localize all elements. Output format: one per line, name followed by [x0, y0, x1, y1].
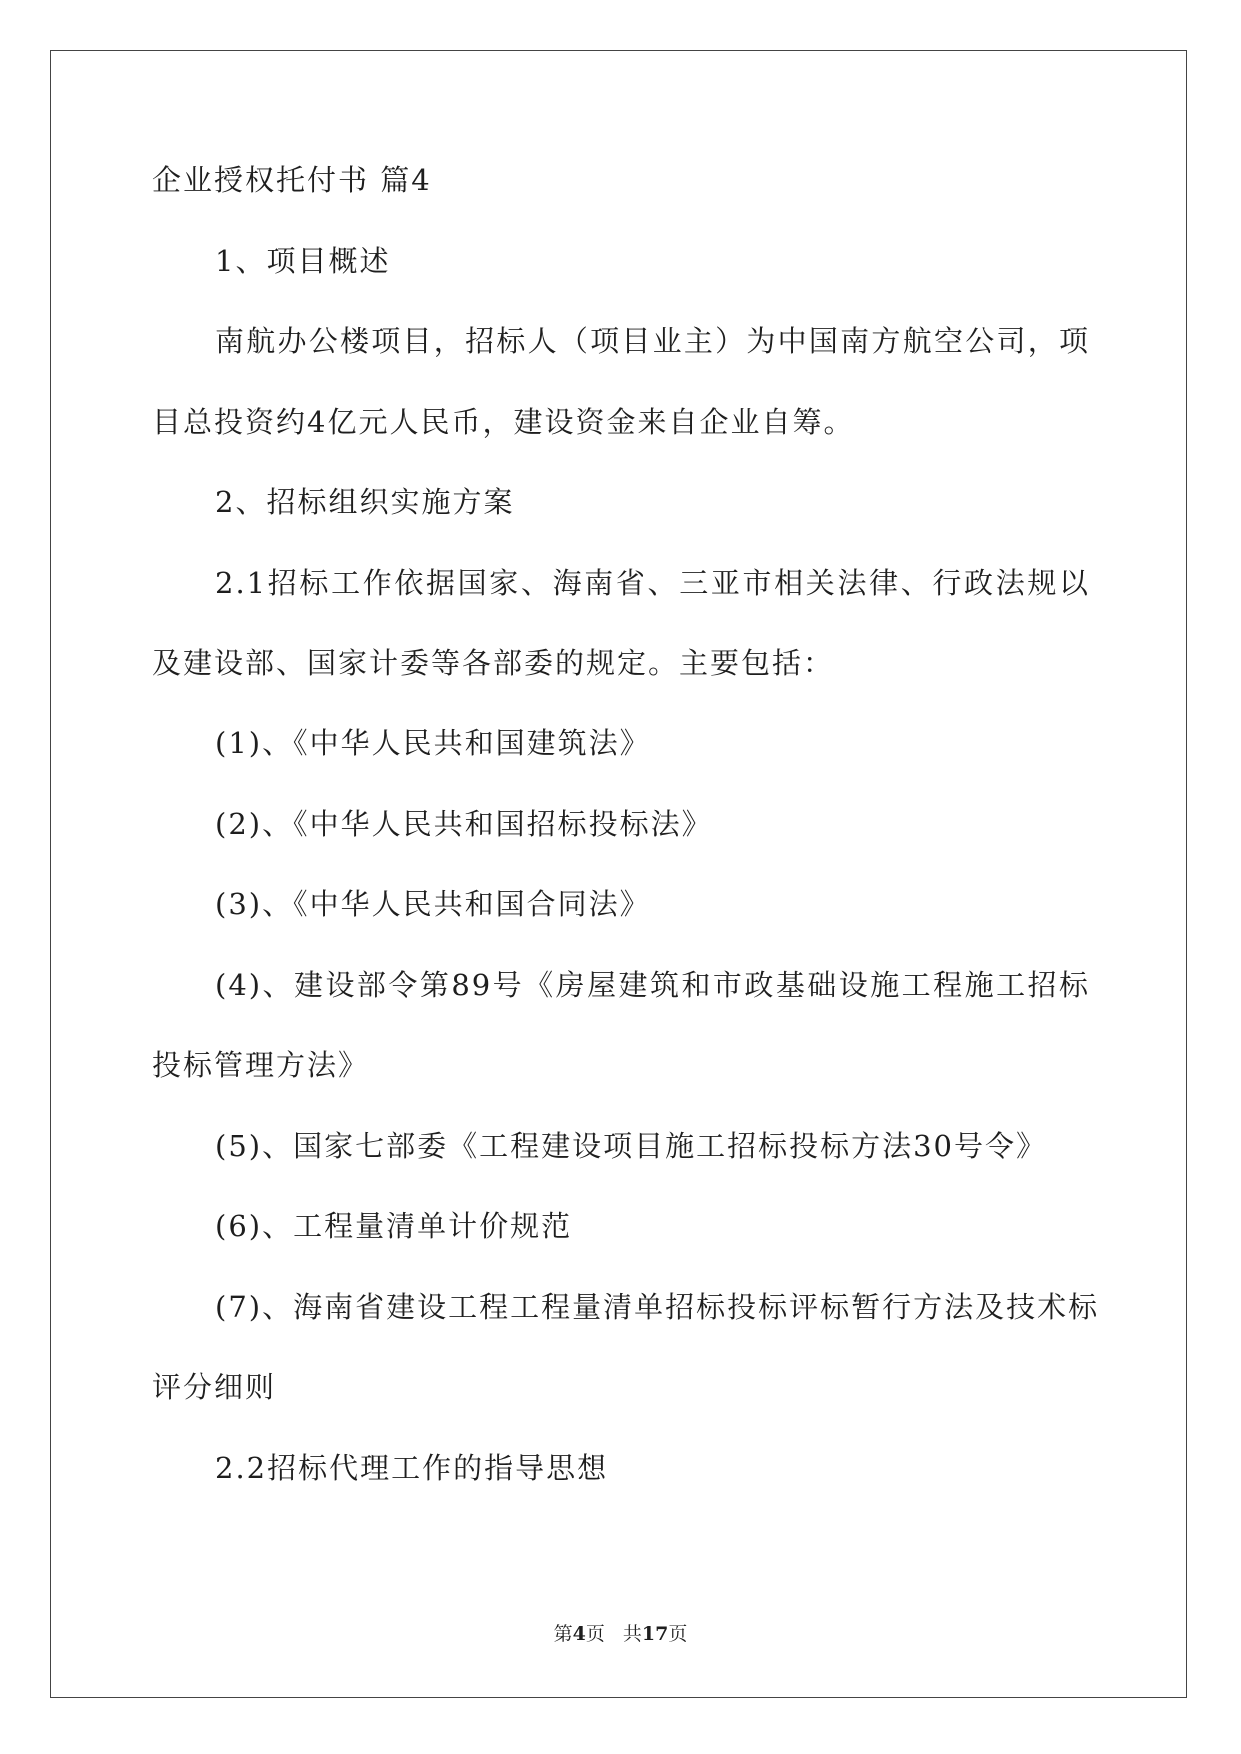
list-item: (1)、《中华人民共和国建筑法》: [215, 726, 651, 760]
paragraph-line: 南航办公楼项目，招标人（项目业主）为中国南方航空公司，项: [215, 324, 1090, 358]
footer-page-unit: 页: [585, 1623, 605, 1645]
heading-project-overview: 1、项目概述: [215, 244, 391, 278]
footer-total-unit: 页: [668, 1623, 688, 1645]
current-page-number: 4: [572, 1623, 586, 1645]
paragraph-line: 目总投资约4亿元人民币，建设资金来自企业自筹。: [152, 405, 855, 439]
list-item: (6)、工程量清单计价规范: [215, 1209, 573, 1243]
list-item-continuation: 投标管理方法》: [152, 1048, 370, 1082]
footer-prefix: 第: [553, 1623, 573, 1645]
total-pages-number: 17: [641, 1623, 669, 1645]
heading-bidding-plan: 2、招标组织实施方案: [215, 485, 515, 519]
list-item-continuation: 评分细则: [152, 1370, 277, 1404]
heading-guiding-principles: 2.2招标代理工作的指导思想: [215, 1451, 609, 1485]
list-item: (4)、建设部令第89号《房屋建筑和市政基础设施工程施工招标: [215, 968, 1090, 1002]
list-item: (7)、海南省建设工程工程量清单招标投标评标暂行方法及技术标: [215, 1290, 1100, 1324]
footer-total-prefix: 共: [622, 1623, 642, 1645]
section-title: 企业授权托付书 篇4: [152, 163, 432, 197]
list-item: (3)、《中华人民共和国合同法》: [215, 887, 651, 921]
list-item: (2)、《中华人民共和国招标投标法》: [215, 807, 713, 841]
paragraph-line: 及建设部、国家计委等各部委的规定。主要包括：: [152, 646, 835, 680]
page-footer: [0, 1622, 1241, 1646]
list-item: (5)、国家七部委《工程建设项目施工招标投标方法30号令》: [215, 1129, 1047, 1163]
paragraph-line: 2.1招标工作依据国家、海南省、三亚市相关法律、行政法规以: [215, 566, 1090, 600]
